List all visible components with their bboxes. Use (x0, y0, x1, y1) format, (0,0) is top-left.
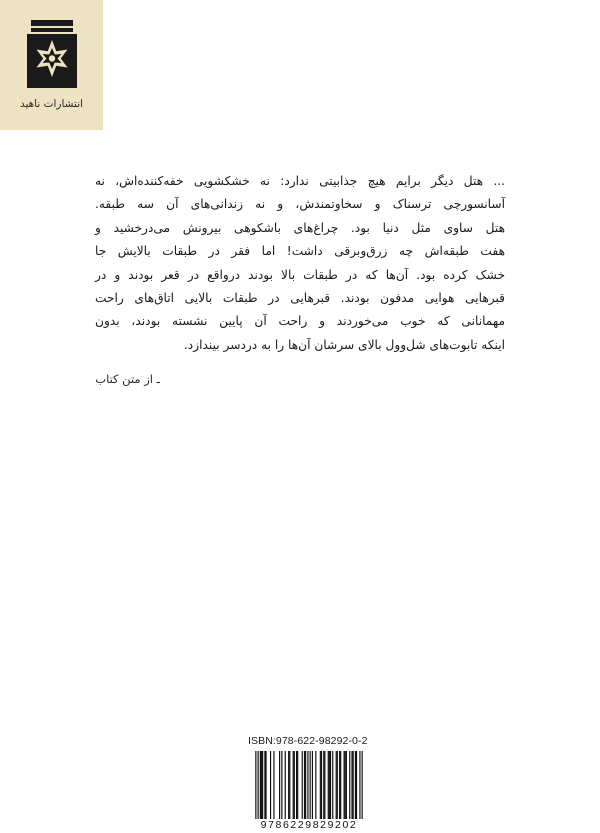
excerpt-line: هفت طبقه‌اش چه زرق‌وبرقی داشت! اما فقر در طبقات بالایش جا (95, 244, 505, 259)
excerpt-line: هتل ساوی مثل دنیا بود. چراغ‌های باشکوهی بیرونش می‌درخشید و (95, 220, 505, 235)
barcode-bar (336, 751, 337, 819)
barcode-bar (323, 751, 324, 819)
excerpt-line: آسانسورچی ترسناک و سخاوتمندش، و نه زندانی‌های آن سه طبقه. (95, 197, 505, 212)
barcode-bar (262, 751, 263, 819)
barcode-bar (261, 751, 262, 819)
excerpt-line: مهمانانی که خوب می‌خوردند و راحت آن پایین نشسته بودند، بدون (95, 314, 505, 329)
excerpt-line: قبرهایی هوایی مدفون بودند. قبرهایی در طبقات بالایی اتاق‌های راحت (95, 290, 505, 305)
barcode-bar (297, 751, 298, 819)
book-excerpt (95, 170, 505, 357)
barcode-bar (258, 751, 259, 827)
barcode-bar (293, 751, 294, 819)
barcode-bar (255, 751, 256, 827)
barcode-bar (329, 751, 330, 819)
barcode-bar (337, 751, 338, 819)
barcode-bar (315, 751, 316, 819)
barcode-bar (273, 751, 274, 819)
barcode-bar (362, 751, 363, 827)
barcode-bar (304, 751, 305, 819)
barcode-bar (294, 751, 295, 819)
isbn-label: ISBN:978-622-98292-0-2 (248, 735, 368, 747)
barcode-bar (312, 751, 313, 819)
barcode-bar (296, 751, 297, 819)
barcode-bar (339, 751, 340, 819)
barcode-bar (305, 751, 306, 819)
barcode-bar (321, 751, 322, 819)
barcode-bar (260, 751, 261, 819)
barcode-bar (328, 751, 329, 819)
barcode-bar (356, 751, 357, 819)
barcode-bar (281, 751, 282, 819)
barcode-bar (351, 751, 352, 819)
barcode-bar (310, 751, 311, 827)
barcode-bar (307, 751, 308, 827)
barcode-bar (332, 751, 333, 819)
excerpt-source-note: ـ از متن کتاب (95, 372, 160, 386)
publisher-logo (0, 0, 103, 130)
barcode-bar (344, 751, 345, 819)
barcode (253, 751, 365, 827)
barcode-bar (279, 751, 280, 819)
barcode-digits: 9786229829202 (251, 819, 367, 832)
barcode-bar (330, 751, 331, 819)
barcode-bar (302, 751, 303, 819)
barcode-bar (264, 751, 265, 819)
excerpt-line: خشک کرده بود. آن‌ها که در طبقات بالا بودند درواقع در قعر بودند و در (95, 267, 505, 282)
barcode-bar (359, 751, 360, 827)
barcode-bar (346, 751, 347, 819)
barcode-bar (349, 751, 350, 819)
excerpt-line: اینکه تابوت‌های شل‌وول بالای سرشان آن‌ها را به دردسر بیندازد. (183, 337, 505, 352)
barcode-bar (320, 751, 321, 819)
barcode-bar (353, 751, 354, 819)
barcode-bar (285, 751, 286, 819)
barcode-bar (289, 751, 290, 819)
barcode-bar (340, 751, 341, 819)
barcode-bar (288, 751, 289, 819)
excerpt-line: ... هتل دیگر برایم هیچ جذابیتی ندارد: نه خشکشویی خفه‌کننده‌اش، نه (95, 174, 505, 188)
eight-point-star-book-icon (21, 18, 83, 90)
barcode-bar (270, 751, 271, 819)
publisher-name: انتشارات ناهید (19, 98, 84, 110)
barcode-bar (345, 751, 346, 819)
barcode-bar (324, 751, 325, 819)
barcode-bar (265, 751, 266, 819)
barcode-bar (355, 751, 356, 819)
